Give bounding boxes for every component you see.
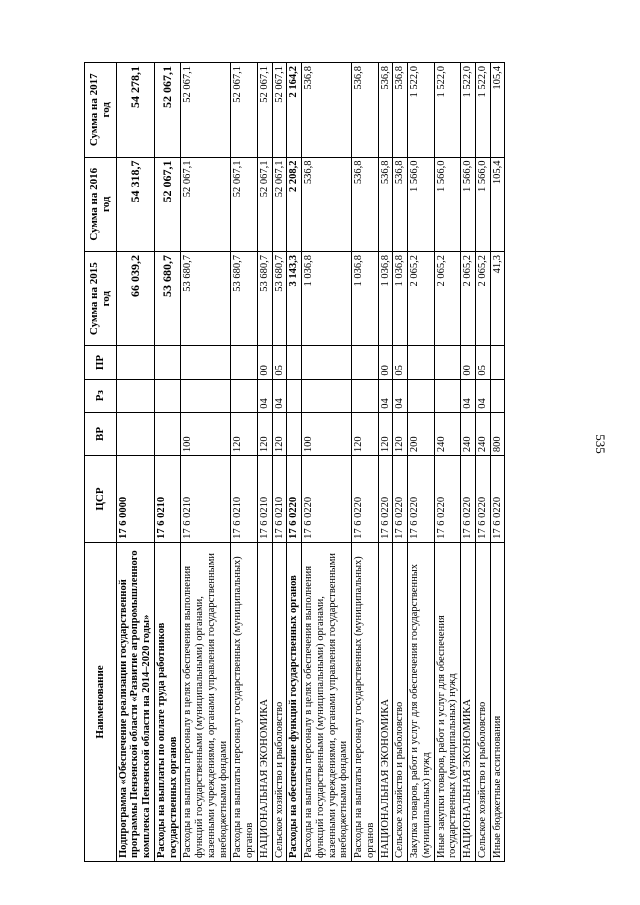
cell-rz <box>181 379 231 412</box>
cell-sum-2015: 2 065,2 <box>408 251 435 345</box>
table-header-row <box>85 63 117 862</box>
header-sum-2017: Сумма на 2017 год <box>85 63 117 158</box>
cell-sum-2017: 52 067,1 <box>272 63 287 158</box>
cell-sum-2016: 52 067,1 <box>257 157 272 251</box>
cell-csr: 17 6 0220 <box>302 456 352 543</box>
cell-vr: 120 <box>352 412 379 455</box>
cell-csr: 17 6 0220 <box>352 456 379 543</box>
cell-sum-2016: 2 208,2 <box>287 157 302 251</box>
cell-csr: 17 6 0220 <box>475 456 490 543</box>
cell-sum-2015: 53 680,7 <box>272 251 287 345</box>
table-row <box>154 63 181 862</box>
cell-csr: 17 6 0220 <box>393 456 408 543</box>
cell-name: Расходы на выплаты по оплате труда работников государственных органов <box>154 542 181 861</box>
header-rz: Рз <box>85 379 117 412</box>
cell-rz: 04 <box>272 379 287 412</box>
cell-rz: 04 <box>475 379 490 412</box>
cell-name: НАЦИОНАЛЬНАЯ ЭКОНОМИКА <box>461 542 476 861</box>
cell-name: Иные закупки товаров, работ и услуг для обеспечения государственных (муниципальных) нужд <box>434 542 461 861</box>
cell-pr: 05 <box>475 346 490 379</box>
cell-vr: 240 <box>475 412 490 455</box>
cell-pr: 00 <box>461 346 476 379</box>
cell-sum-2017: 1 522,0 <box>461 63 476 158</box>
cell-pr <box>302 346 352 379</box>
cell-sum-2016: 1 566,0 <box>434 157 461 251</box>
cell-name: Расходы на выплаты персоналу в целях обеспечения выполнения функций государственными (муниципальными) органами, казенными учреждениями, органами управления государственными внебюджетными фондами <box>302 542 352 861</box>
table-row <box>257 63 272 862</box>
table-row <box>352 63 379 862</box>
cell-pr: 00 <box>378 346 393 379</box>
cell-sum-2017: 52 067,1 <box>181 63 231 158</box>
cell-sum-2017: 52 067,1 <box>257 63 272 158</box>
cell-sum-2015: 1 036,8 <box>352 251 379 345</box>
cell-rz <box>287 379 302 412</box>
header-name: Наименование <box>85 542 117 861</box>
cell-sum-2017: 1 522,0 <box>434 63 461 158</box>
cell-sum-2016: 536,8 <box>352 157 379 251</box>
header-pr: ПР <box>85 346 117 379</box>
cell-sum-2015: 53 680,7 <box>154 251 181 345</box>
cell-name: Расходы на выплаты персоналу государственных (муниципальных) органов <box>352 542 379 861</box>
cell-pr <box>231 346 258 379</box>
cell-sum-2016: 536,8 <box>393 157 408 251</box>
table-row <box>181 63 231 862</box>
cell-vr: 240 <box>461 412 476 455</box>
table-row <box>302 63 352 862</box>
cell-sum-2015: 53 680,7 <box>231 251 258 345</box>
cell-sum-2017: 54 278,1 <box>116 63 154 158</box>
cell-csr: 17 6 0220 <box>490 456 505 543</box>
cell-rz <box>490 379 505 412</box>
cell-pr: 05 <box>393 346 408 379</box>
cell-sum-2015: 1 036,8 <box>393 251 408 345</box>
table-row <box>231 63 258 862</box>
cell-sum-2017: 536,8 <box>302 63 352 158</box>
cell-rz: 04 <box>393 379 408 412</box>
cell-sum-2017: 536,8 <box>393 63 408 158</box>
cell-vr <box>116 412 154 455</box>
cell-vr: 200 <box>408 412 435 455</box>
cell-rz <box>434 379 461 412</box>
cell-vr <box>154 412 181 455</box>
cell-rz <box>302 379 352 412</box>
cell-csr: 17 6 0210 <box>181 456 231 543</box>
cell-name: Подпрограмма «Обеспечение реализации государственной программы Пензенской области «Развитие агропромышленного комплекса Пензенской области на 2014–2020 годы» <box>116 542 154 861</box>
cell-name: Иные бюджетные ассигнования <box>490 542 505 861</box>
cell-pr <box>154 346 181 379</box>
cell-csr: 17 6 0220 <box>434 456 461 543</box>
cell-csr: 17 6 0210 <box>272 456 287 543</box>
cell-sum-2015: 1 036,8 <box>302 251 352 345</box>
budget-table <box>84 62 505 862</box>
table-row <box>393 63 408 862</box>
cell-rz: 04 <box>257 379 272 412</box>
cell-vr: 120 <box>393 412 408 455</box>
cell-rz <box>352 379 379 412</box>
cell-vr: 120 <box>231 412 258 455</box>
header-csr: ЦСР <box>85 456 117 543</box>
table-row <box>490 63 505 862</box>
cell-sum-2016: 52 067,1 <box>154 157 181 251</box>
cell-rz: 04 <box>461 379 476 412</box>
cell-pr: 00 <box>257 346 272 379</box>
cell-vr: 100 <box>181 412 231 455</box>
cell-sum-2015: 66 039,2 <box>116 251 154 345</box>
cell-sum-2017: 1 522,0 <box>475 63 490 158</box>
table-row <box>116 63 154 862</box>
cell-sum-2016: 52 067,1 <box>272 157 287 251</box>
cell-sum-2015: 41,3 <box>490 251 505 345</box>
cell-sum-2015: 3 143,3 <box>287 251 302 345</box>
cell-sum-2016: 536,8 <box>302 157 352 251</box>
cell-pr <box>116 346 154 379</box>
cell-pr <box>181 346 231 379</box>
cell-sum-2016: 54 318,7 <box>116 157 154 251</box>
cell-csr: 17 6 0220 <box>408 456 435 543</box>
cell-sum-2015: 2 065,2 <box>475 251 490 345</box>
cell-vr <box>287 412 302 455</box>
table-row <box>461 63 476 862</box>
cell-sum-2016: 1 566,0 <box>408 157 435 251</box>
cell-sum-2017: 1 522,0 <box>408 63 435 158</box>
cell-rz <box>231 379 258 412</box>
cell-sum-2015: 53 680,7 <box>181 251 231 345</box>
cell-csr: 17 6 0220 <box>287 456 302 543</box>
cell-name: Сельское хозяйство и рыболовство <box>475 542 490 861</box>
cell-name: НАЦИОНАЛЬНАЯ ЭКОНОМИКА <box>257 542 272 861</box>
cell-sum-2015: 2 065,2 <box>461 251 476 345</box>
rotated-table-container <box>84 62 605 862</box>
cell-sum-2016: 1 566,0 <box>475 157 490 251</box>
table-row <box>475 63 490 862</box>
cell-sum-2016: 52 067,1 <box>231 157 258 251</box>
cell-pr <box>434 346 461 379</box>
table-row <box>378 63 393 862</box>
cell-csr: 17 6 0220 <box>378 456 393 543</box>
cell-sum-2015: 53 680,7 <box>257 251 272 345</box>
header-vr: ВР <box>85 412 117 455</box>
cell-sum-2015: 1 036,8 <box>378 251 393 345</box>
cell-pr <box>408 346 435 379</box>
cell-sum-2017: 105,4 <box>490 63 505 158</box>
cell-name: НАЦИОНАЛЬНАЯ ЭКОНОМИКА <box>378 542 393 861</box>
cell-rz <box>408 379 435 412</box>
cell-csr: 17 6 0210 <box>231 456 258 543</box>
cell-pr <box>287 346 302 379</box>
cell-name: Расходы на выплаты персоналу в целях обеспечения выполнения функций государственными (муниципальными) органами, казенными учреждениями, органами управления государственными внебюджетными фондами <box>181 542 231 861</box>
cell-sum-2017: 536,8 <box>352 63 379 158</box>
cell-csr: 17 6 0220 <box>461 456 476 543</box>
header-sum-2016: Сумма на 2016 год <box>85 157 117 251</box>
table-row <box>408 63 435 862</box>
cell-rz: 04 <box>378 379 393 412</box>
cell-sum-2017: 536,8 <box>378 63 393 158</box>
cell-sum-2017: 2 164,2 <box>287 63 302 158</box>
cell-csr: 17 6 0000 <box>116 456 154 543</box>
cell-rz <box>116 379 154 412</box>
cell-sum-2016: 105,4 <box>490 157 505 251</box>
cell-vr: 240 <box>434 412 461 455</box>
cell-name: Сельское хозяйство и рыболовство <box>272 542 287 861</box>
cell-pr: 05 <box>272 346 287 379</box>
cell-name: Закупка товаров, работ и услуг для обеспечения государственных (муниципальных) нужд <box>408 542 435 861</box>
page-number: 535 <box>592 434 608 454</box>
cell-pr <box>352 346 379 379</box>
cell-name: Расходы на выплаты персоналу государственных (муниципальных) органов <box>231 542 258 861</box>
table-row <box>272 63 287 862</box>
cell-csr: 17 6 0210 <box>257 456 272 543</box>
cell-sum-2016: 52 067,1 <box>181 157 231 251</box>
cell-pr <box>490 346 505 379</box>
cell-sum-2017: 52 067,1 <box>231 63 258 158</box>
cell-name: Расходы на обеспечение функций государственных органов <box>287 542 302 861</box>
header-sum-2015: Сумма на 2015 год <box>85 251 117 345</box>
cell-sum-2016: 536,8 <box>378 157 393 251</box>
cell-csr: 17 6 0210 <box>154 456 181 543</box>
table-row <box>287 63 302 862</box>
cell-name: Сельское хозяйство и рыболовство <box>393 542 408 861</box>
cell-vr: 120 <box>272 412 287 455</box>
cell-vr: 120 <box>257 412 272 455</box>
cell-sum-2015: 2 065,2 <box>434 251 461 345</box>
cell-sum-2016: 1 566,0 <box>461 157 476 251</box>
cell-rz <box>154 379 181 412</box>
cell-vr: 120 <box>378 412 393 455</box>
table-row <box>434 63 461 862</box>
cell-sum-2017: 52 067,1 <box>154 63 181 158</box>
cell-vr: 800 <box>490 412 505 455</box>
cell-vr: 100 <box>302 412 352 455</box>
